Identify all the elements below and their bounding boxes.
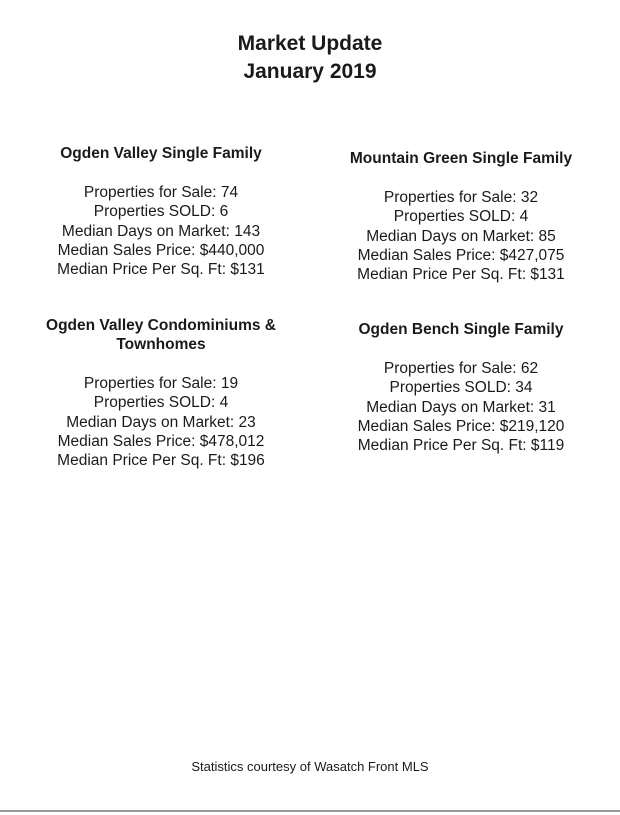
stat-median-price-per-sqft: Median Price Per Sq. Ft: $131 [357,266,565,284]
stat-median-sales-price: Median Sales Price: $427,075 [357,246,565,264]
stats-list [18,183,304,279]
section-heading [318,320,604,339]
stat-properties-for-sale: Properties for Sale: 19 [83,375,239,392]
stat-median-days-on-market: Median Days on Market: 143 [61,222,261,240]
section-heading-line: Ogden Valley Condominiums & [46,317,276,334]
stat-median-price-per-sqft: Median Price Per Sq. Ft: $119 [357,437,565,455]
stats-list [18,374,304,470]
stat-median-sales-price: Median Sales Price: $440,000 [57,241,265,259]
section-heading-line: Ogden Valley Single Family [60,145,262,162]
stat-properties-for-sale: Properties for Sale: 74 [83,184,239,201]
page-bottom-edge [0,810,620,812]
section-heading [318,149,604,168]
stats-list [318,359,604,455]
section-ogden-valley-single-family [18,144,304,279]
page-title: Market Update [237,32,383,55]
section-mountain-green-single-family [318,149,604,284]
stat-median-sales-price: Median Sales Price: $219,120 [357,417,565,435]
stat-properties-sold: Properties SOLD: 4 [393,208,529,226]
section-heading-line: Ogden Bench Single Family [358,321,564,338]
stat-median-days-on-market: Median Days on Market: 85 [366,227,556,245]
stat-properties-sold: Properties SOLD: 6 [93,203,229,221]
section-heading-line: Mountain Green Single Family [349,150,573,167]
stat-median-price-per-sqft: Median Price Per Sq. Ft: $131 [57,261,265,279]
stat-median-days-on-market: Median Days on Market: 31 [366,398,556,416]
section-ogden-bench-single-family [318,320,604,455]
stat-properties-for-sale: Properties for Sale: 62 [383,360,539,377]
stats-list [318,188,604,284]
footer-credit: Statistics courtesy of Wasatch Front MLS [191,759,429,774]
stat-median-price-per-sqft: Median Price Per Sq. Ft: $196 [57,452,265,470]
page-subtitle-date: January 2019 [243,60,377,83]
section-heading-line: Townhomes [116,336,206,353]
stat-properties-sold: Properties SOLD: 4 [93,394,229,412]
section-heading [18,144,304,163]
stat-properties-sold: Properties SOLD: 34 [389,379,533,397]
stat-properties-for-sale: Properties for Sale: 32 [383,189,539,206]
stat-median-sales-price: Median Sales Price: $478,012 [57,432,265,450]
section-ogden-valley-condominiums-townhomes [18,316,304,470]
stat-median-days-on-market: Median Days on Market: 23 [66,413,256,431]
section-heading [18,316,304,354]
